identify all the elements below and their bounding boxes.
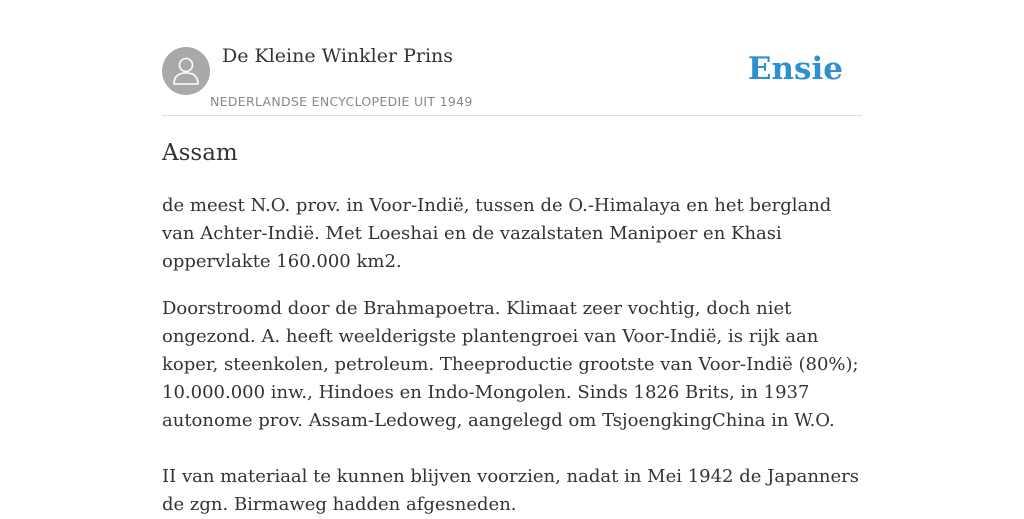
page <box>162 0 862 515</box>
article-title: Assam <box>162 140 238 166</box>
header <box>162 0 862 116</box>
publication-title[interactable]: De Kleine Winkler Prins <box>222 45 454 67</box>
article-paragraph: Doorstroomd door de Brahmapoetra. Klimaat zeer vochtig, doch niet ongezond. A. heeft weelderigste plantengroei van Voor-Indië, is rijk aan koper, steenkolen, petroleum. Theeproductie grootste van Voor-Indië (80%); 10.000.000 inw., Hindoes en Indo-Mongolen. Sinds 1826 Brits, in 1937 autonome prov. Assam-Ledoweg, aangelegd om TsjoengkingChina in W.O. <box>162 298 859 431</box>
publication-subtitle: NEDERLANDSE ENCYCLOPEDIE UIT 1949 <box>210 94 473 109</box>
article-paragraph: II van materiaal te kunnen blijven voorzien, nadat in Mei 1942 de Japanners de zgn. Birmaweg hadden afgesneden. <box>162 466 860 515</box>
article-paragraph: de meest N.O. prov. in Voor-Indië, tussen de O.-Himalaya en het bergland van Achter-Indië. Met Loeshai en de vazalstaten Manipoer en Khasi oppervlakte 160.000 km2. <box>162 195 832 272</box>
ensie-logo[interactable]: Ensie <box>747 51 843 87</box>
user-avatar-icon[interactable] <box>162 47 210 95</box>
